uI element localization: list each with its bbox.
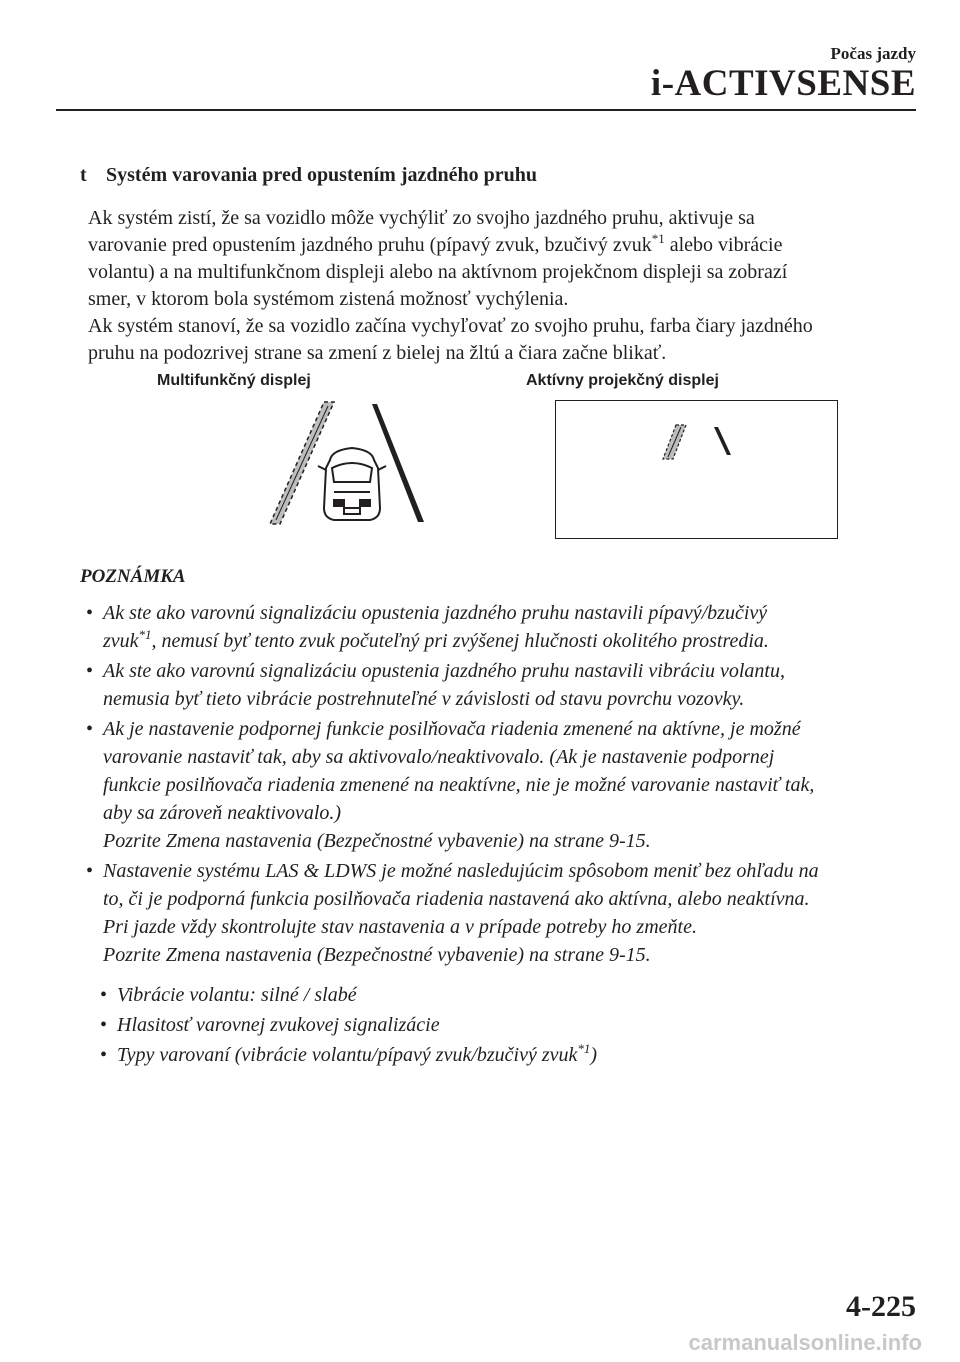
bullet: •: [86, 718, 94, 740]
note-line: zvuk$^{*1}$, nemusí byť tento zvuk počuteľný pri zvýšenej hlučnosti okolitého prostredia.: [103, 627, 769, 652]
note-line: Pri jazde vždy skontrolujte stav nastavenia a v prípade potreby ho zmeňte.: [103, 916, 697, 938]
watermark: carmanualsonline.info: [688, 1330, 922, 1355]
bullet: •: [86, 660, 94, 682]
note-line: aby sa zároveň neaktivovalo.): [103, 802, 342, 824]
figure-label-multifunction: Multifunkčný displej: [157, 372, 311, 389]
bullet: •: [86, 602, 94, 624]
bullet: •: [100, 1044, 108, 1066]
note-line: Pozrite Zmena nastavenia (Bezpečnostné vybavenie) na strane 9-15.: [103, 944, 651, 966]
page-number: 4-225: [846, 1290, 916, 1323]
note-line: Pozrite Zmena nastavenia (Bezpečnostné vybavenie) na strane 9-15.: [103, 830, 651, 852]
paragraph-line: pruhu na podozrivej strane sa zmení z bielej na žltú a čiara začne blikať.: [88, 342, 667, 364]
note-heading: POZNÁMKA: [80, 566, 186, 587]
paragraph-line: Ak systém stanoví, že sa vozidlo začína vychyľovať zo svojho pruhu, farba čiary jazdného: [88, 315, 813, 337]
paragraph-line: Ak systém zistí, že sa vozidlo môže vychýliť zo svojho jazdného pruhu, aktivuje sa: [88, 207, 755, 229]
note-item: [86, 715, 926, 855]
note-line: Ak je nastavenie podpornej funkcie posilňovača riadenia zmenené na aktívne, je možné: [103, 718, 801, 740]
note-line: varovanie nastaviť tak, aby sa aktivovalo/neaktivovalo. (Ak je nastavenie podpornej: [103, 746, 775, 768]
header-divider: [56, 109, 916, 111]
footnote-mark: *1: [577, 1041, 591, 1056]
projection-display-graphic: [556, 401, 836, 537]
note-line: Typy varovaní (vibrácie volantu/pípavý zvuk/bzučivý zvuk$^{*1}$): [117, 1041, 598, 1066]
note-list: [86, 599, 926, 1071]
note-subitem: [100, 1011, 926, 1039]
section-marker: t: [80, 164, 87, 186]
header-chapter-title: i-ACTIVSENSE: [650, 63, 916, 104]
bullet: •: [100, 1014, 108, 1036]
note-subitem: [100, 981, 926, 1009]
paragraph-line: smer, v ktorom bola systémom zistená možnosť vychýlenia.: [88, 288, 569, 310]
note-item: [86, 657, 926, 713]
header-section-name: Počas jazdy: [830, 44, 916, 63]
note-line: nemusia byť tieto vibrácie postrehnuteľné v závislosti od stavu povrchu vozovky.: [103, 688, 745, 710]
section-paragraph: [88, 205, 918, 367]
figure-label-projection: Aktívny projekčný displej: [526, 372, 719, 389]
projection-display-figure: [555, 400, 838, 539]
note-line: Ak ste ako varovnú signalizáciu opustenia jazdného pruhu nastavili pípavý/bzučivý: [103, 602, 768, 624]
note-line: funkcie posilňovača riadenia zmenené na neaktívne, nie je možné varovanie nastaviť tak,: [103, 774, 815, 796]
footnote-mark: *1: [138, 627, 152, 642]
note-subitems: [86, 981, 926, 1069]
footnote-mark: *1: [651, 231, 665, 246]
note-item: [86, 599, 926, 655]
section-heading: [80, 164, 537, 187]
bullet: •: [100, 984, 108, 1006]
car-icon: [318, 448, 386, 520]
note-line: Nastavenie systému LAS & LDWS je možné nasledujúcim spôsobom meniť bez ohľadu na: [103, 860, 819, 882]
note-subitem: [100, 1041, 926, 1069]
lane-line-inner: [276, 406, 328, 520]
note-line: Vibrácie volantu: silné / slabé: [117, 984, 357, 1006]
bullet: •: [86, 860, 94, 882]
note-line: to, či je podporná funkcia posilňovača riadenia nastavená ako aktívna, alebo neaktívna.: [103, 888, 810, 910]
note-line: Ak ste ako varovnú signalizáciu opustenia jazdného pruhu nastavili vibráciu volantu,: [103, 660, 785, 682]
note-line: Hlasitosť varovnej zvukovej signalizácie: [117, 1014, 440, 1036]
multifunction-display-figure: [258, 396, 438, 528]
paragraph-line: volantu) a na multifunkčnom displeji alebo na aktívnom projekčnom displeji sa zobrazí: [88, 261, 788, 283]
note-item: [86, 857, 926, 969]
paragraph-line: varovanie pred opustením jazdného pruhu (pípavý zvuk, bzučivý zvuk$^{*1}$ alebo vibrácie: [88, 231, 783, 256]
right-lane-line: [714, 427, 731, 455]
section-title: Systém varovania pred opustením jazdného pruhu: [106, 164, 537, 186]
